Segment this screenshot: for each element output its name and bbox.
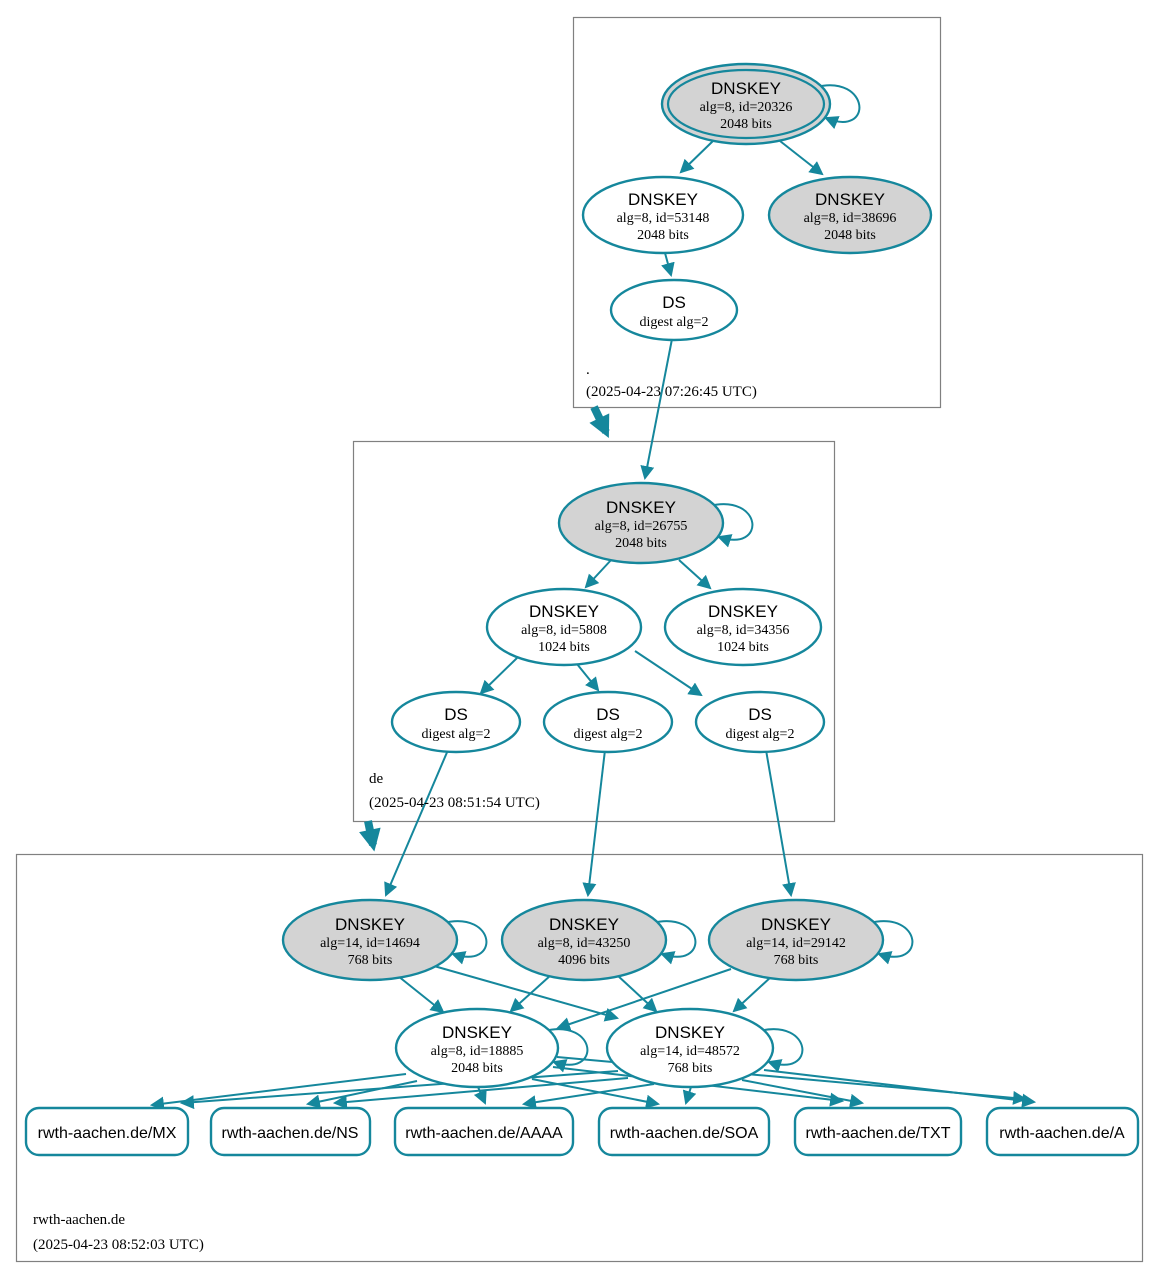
node-bits: 1024 bits [717,640,769,655]
node-detail: alg=8, id=20326 [699,100,793,115]
rrset-label: rwth-aachen.de/A [999,1125,1125,1142]
node-title: DNSKEY [335,915,405,934]
zone-timestamp-root: (2025-04-23 07:26:45 UTC) [586,384,757,400]
dnskey-node-rwth-18885[interactable] [396,1009,558,1087]
node-title: DNSKEY [442,1023,512,1042]
rrset-label: rwth-aachen.de/NS [221,1125,359,1142]
dnskey-node-de-ksk-26755[interactable] [559,483,723,563]
node-detail: alg=14, id=48572 [640,1044,740,1059]
node-detail: digest alg=2 [421,727,491,742]
dnskey-node-de-34356[interactable] [665,589,821,665]
node-bits: 2048 bits [615,536,667,551]
node-bits: 2048 bits [451,1061,503,1076]
ds-node-de-3[interactable] [696,692,824,752]
edge-53148-to-ds [665,253,671,275]
edge-de-ksk-to-5808 [586,559,612,587]
node-title: DNSKEY [549,915,619,934]
edge-root-ksk-to-38696 [780,141,822,174]
node-detail: digest alg=2 [725,727,795,742]
node-title: DS [748,705,772,724]
zone-label-rwth-aachen-de: rwth-aachen.de [33,1212,126,1228]
edge-29142-to-48572 [734,976,772,1011]
node-bits: 2048 bits [720,117,772,132]
rrset-label: rwth-aachen.de/MX [37,1125,177,1142]
node-detail: alg=8, id=18885 [430,1044,524,1059]
rrset-label: rwth-aachen.de/AAAA [405,1125,563,1142]
node-title: DNSKEY [711,79,781,98]
rrset-node-aaaa[interactable] [395,1108,573,1155]
rrset-node-ns[interactable] [211,1108,370,1155]
node-bits: 768 bits [347,953,393,968]
edge-48572-to-soa [686,1087,691,1103]
edge-5808-to-ds2 [577,664,598,690]
rrset-node-a[interactable] [987,1108,1138,1155]
edge-root-ksk-to-53148 [681,140,714,172]
node-detail: alg=8, id=38696 [803,211,897,226]
zone-timestamp-de: (2025-04-23 08:51:54 UTC) [369,795,540,811]
node-bits: 2048 bits [637,228,689,243]
node-title: DNSKEY [708,602,778,621]
node-title: DNSKEY [815,190,885,209]
zone-label-root: . [586,362,590,378]
node-bits: 1024 bits [538,640,590,655]
edge-5808-to-ds1 [481,658,517,693]
edge-ds3-to-rwth-29142 [766,750,791,895]
node-title: DNSKEY [761,915,831,934]
node-detail: alg=8, id=5808 [521,623,607,638]
node-detail: digest alg=2 [639,315,709,330]
node-detail: alg=8, id=34356 [696,623,790,638]
dnskey-node-root-38696[interactable] [769,177,931,253]
node-detail: alg=8, id=43250 [537,936,631,951]
rrset-node-txt[interactable] [795,1108,961,1155]
edge-14694-to-18885 [398,976,443,1012]
edge-de-ksk-to-34356 [679,560,710,588]
node-detail: digest alg=2 [573,727,643,742]
edge-ds2-to-rwth-43250 [588,750,605,895]
delegation-arrow-root-to-de [594,407,606,432]
dnskey-node-rwth-48572[interactable] [607,1009,773,1087]
node-bits: 768 bits [667,1061,713,1076]
node-title: DNSKEY [628,190,698,209]
node-bits: 2048 bits [824,228,876,243]
rrset-node-soa[interactable] [599,1108,769,1155]
zone-label-de: de [369,771,384,787]
dnskey-node-rwth-43250[interactable] [502,900,666,980]
dnskey-node-root-53148[interactable] [583,177,743,253]
node-detail: alg=8, id=53148 [616,211,710,226]
edge-43250-to-18885 [511,975,551,1011]
node-bits: 768 bits [773,953,819,968]
rrset-node-mx[interactable] [26,1108,188,1155]
dnskey-node-de-5808[interactable] [487,589,641,665]
node-title: DNSKEY [655,1023,725,1042]
node-title: DS [662,293,686,312]
node-detail: alg=8, id=26755 [594,519,688,534]
dnskey-node-root-ksk-20326[interactable] [662,64,830,144]
node-bits: 4096 bits [558,953,610,968]
node-title: DS [444,705,468,724]
edge-48572-to-aaaa [524,1084,654,1104]
node-title: DS [596,705,620,724]
dnskey-node-rwth-14694[interactable] [283,900,457,980]
ds-node-de-2[interactable] [544,692,672,752]
edge-root-ds-to-de-ksk [645,339,672,478]
delegation-arrow-de-to-rwth [368,821,373,845]
rrset-label: rwth-aachen.de/TXT [805,1125,951,1142]
rrset-label: rwth-aachen.de/SOA [609,1125,759,1142]
node-title: DNSKEY [606,498,676,517]
node-detail: alg=14, id=14694 [320,936,420,951]
node-title: DNSKEY [529,602,599,621]
dnskey-node-rwth-29142[interactable] [709,900,883,980]
ds-node-de-1[interactable] [392,692,520,752]
edge-ds1-to-rwth-14694 [386,750,448,895]
ds-node-root[interactable] [611,280,737,340]
zone-timestamp-rwth-aachen-de: (2025-04-23 08:52:03 UTC) [33,1237,204,1253]
node-detail: alg=14, id=29142 [746,936,846,951]
edge-5808-to-ds3 [635,651,701,695]
